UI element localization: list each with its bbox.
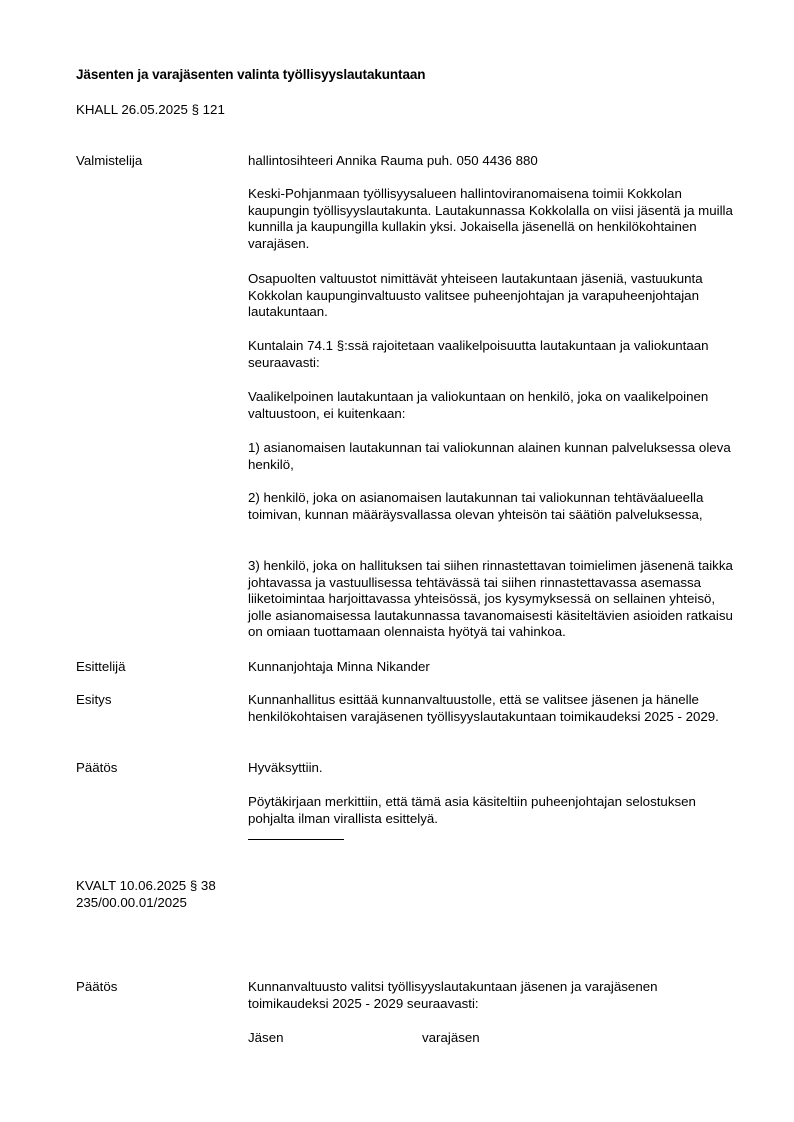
paatos-note: Pöytäkirjaan merkittiin, että tämä asia käsiteltiin puheenjohtajan selostuksen pohjalta ilman virallista esittelyä.: [248, 794, 696, 826]
kvalt-reference: KVALT 10.06.2025 § 38: [76, 878, 216, 893]
esittelija-value: Kunnanjohtaja Minna Nikander: [248, 659, 430, 674]
valmistelija-label: Valmistelija: [76, 153, 143, 168]
paatos2-value: Kunnanvaltuusto valitsi työllisyyslautakuntaan jäsenen ja varajäsenen toimikaudeksi 2025 - 2029 seuraavasti:: [248, 979, 658, 1011]
paragraph-admin-authority: Keski-Pohjanmaan työllisyysalueen hallintoviranomaisena toimii Kokkolan kaupungin työllisyyslautakunta. Lautakunnassa Kokkolalla on viisi jäsentä ja muilla kunnilla ja kaupungilla kullakin yksi. Jokaisella jäsenellä on henkilökohtainen varajäsen.: [248, 186, 733, 251]
list-item-1: 1) asianomaisen lautakunnan tai valiokunnan alainen kunnan palveluksessa oleva henkilö,: [248, 440, 731, 472]
deputy-column-header: varajäsen: [422, 1030, 480, 1045]
list-item-2: 2) henkilö, joka on asianomaisen lautakunnan tai valiokunnan tehtäväalueella toimivan, kunnan määräysvallassa olevan yhteisön tai säätiön palveluksessa,: [248, 490, 704, 522]
khall-reference: KHALL 26.05.2025 § 121: [76, 102, 225, 117]
esitys-value: Kunnanhallitus esittää kunnanvaltuustolle, että se valitsee jäsenen ja hänelle henkilökohtaisen varajäsenen työllisyyslautakuntaan toimikaudeksi 2025 - 2029.: [248, 692, 719, 724]
esitys-label: Esitys: [76, 692, 112, 707]
paragraph-councils-appoint: Osapuolten valtuustot nimittävät yhteiseen lautakuntaan jäseniä, vastuukunta Kokkolan kaupunginvaltuusto valitsee puheenjohtajan ja varapuheenjohtajan lautakuntaan.: [248, 271, 703, 320]
list-item-3: 3) henkilö, joka on hallituksen tai siihen rinnastettavan toimielimen jäsenenä taikka johtavassa ja vastuullisessa tehtävässä tai siihen rinnastettavassa asemassa liiketoimintaa harjoittavassa yhteisössä, jos kysymyksessä on sellainen yhteisö, jolle asianomaisessa lautakunnassa tavanomaisesti käsiteltävien asioiden ratkaisu on omiaan tuottamaan olennaista hyötyä tai vahinkoa.: [248, 558, 733, 640]
paragraph-municipal-law: Kuntalain 74.1 §:ssä rajoitetaan vaalikelpoisuutta lautakuntaan ja valiokuntaan seuraavasti:: [248, 338, 709, 370]
document-title: Jäsenten ja varajäsenten valinta työllisyyslautakuntaan: [76, 67, 426, 82]
preparer-contact: hallintosihteeri Annika Rauma puh. 050 4436 880: [248, 153, 538, 168]
paragraph-eligibility: Vaalikelpoinen lautakuntaan ja valiokuntaan on henkilö, joka on vaalikelpoinen valtuustoon, ei kuitenkaan:: [248, 389, 709, 421]
paatos2-label: Päätös: [76, 979, 118, 994]
member-column-header: Jäsen: [248, 1030, 284, 1045]
esittelija-label: Esittelijä: [76, 659, 126, 674]
signature-rule: [248, 839, 344, 840]
paatos-label: Päätös: [76, 760, 118, 775]
paatos-value: Hyväksyttiin.: [248, 760, 323, 775]
diary-number: 235/00.00.01/2025: [76, 895, 187, 910]
